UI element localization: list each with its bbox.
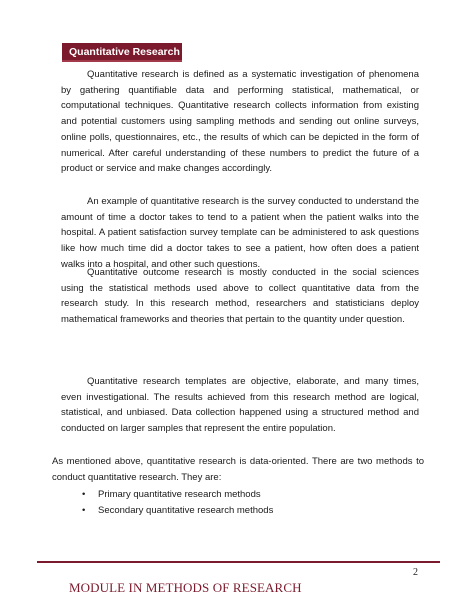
bullet-icon: • (82, 489, 86, 500)
page-number: 2 (413, 567, 418, 578)
list-item (82, 503, 273, 519)
paragraph-example: An example of quantitative research is the survey conducted to understand the amount of time a doctor takes to tend to a patient when the patient walks into the hospital. A patient satisfaction survey template can be administered to ask questions like how much time did a doctor takes to see a patient, how often does a patient walks into a hospital, and other such questions. (61, 196, 419, 270)
footer-module-title: MODULE IN METHODS OF RESEARCH (69, 580, 302, 595)
paragraph-outcome-research: Quantitative outcome research is mostly conducted in the social sciences using the statistical methods used above to collect quantitative data from the research study. In this research method, researchers and statisticians deploy mathematical frameworks and theories that pertain to the quantity under question. (61, 267, 419, 326)
section-heading: Quantitative Research (62, 43, 182, 62)
paragraph-templates: Quantitative research templates are objective, elaborate, and many times, even investigational. The results achieved from this research method are logical, statistical, and unbiased. Data collection happened using a structured method and conducted on larger samples that represent the entire population. (61, 376, 419, 435)
method-label: Primary quantitative research methods (98, 489, 261, 500)
bullet-icon: • (82, 505, 86, 516)
paragraph-definition: Quantitative research is defined as a systematic investigation of phenomena by gathering quantifiable data and performing statistical, mathematical, or computational techniques. Quantitative research collects information from existing and potential customers using sampling methods and sending out online surveys, online polls, questionnaires, etc., the results of which can be depicted in the form of numerical. After careful understanding of these numbers to predict the future of a product or service and make changes accordingly. (61, 69, 419, 175)
footer-divider (37, 561, 440, 563)
methods-list (82, 487, 273, 519)
list-item (82, 487, 273, 503)
paragraph-methods-intro: As mentioned above, quantitative research is data-oriented. There are two methods to conduct quantitative research. They are: (52, 456, 424, 483)
method-label: Secondary quantitative research methods (98, 505, 274, 516)
